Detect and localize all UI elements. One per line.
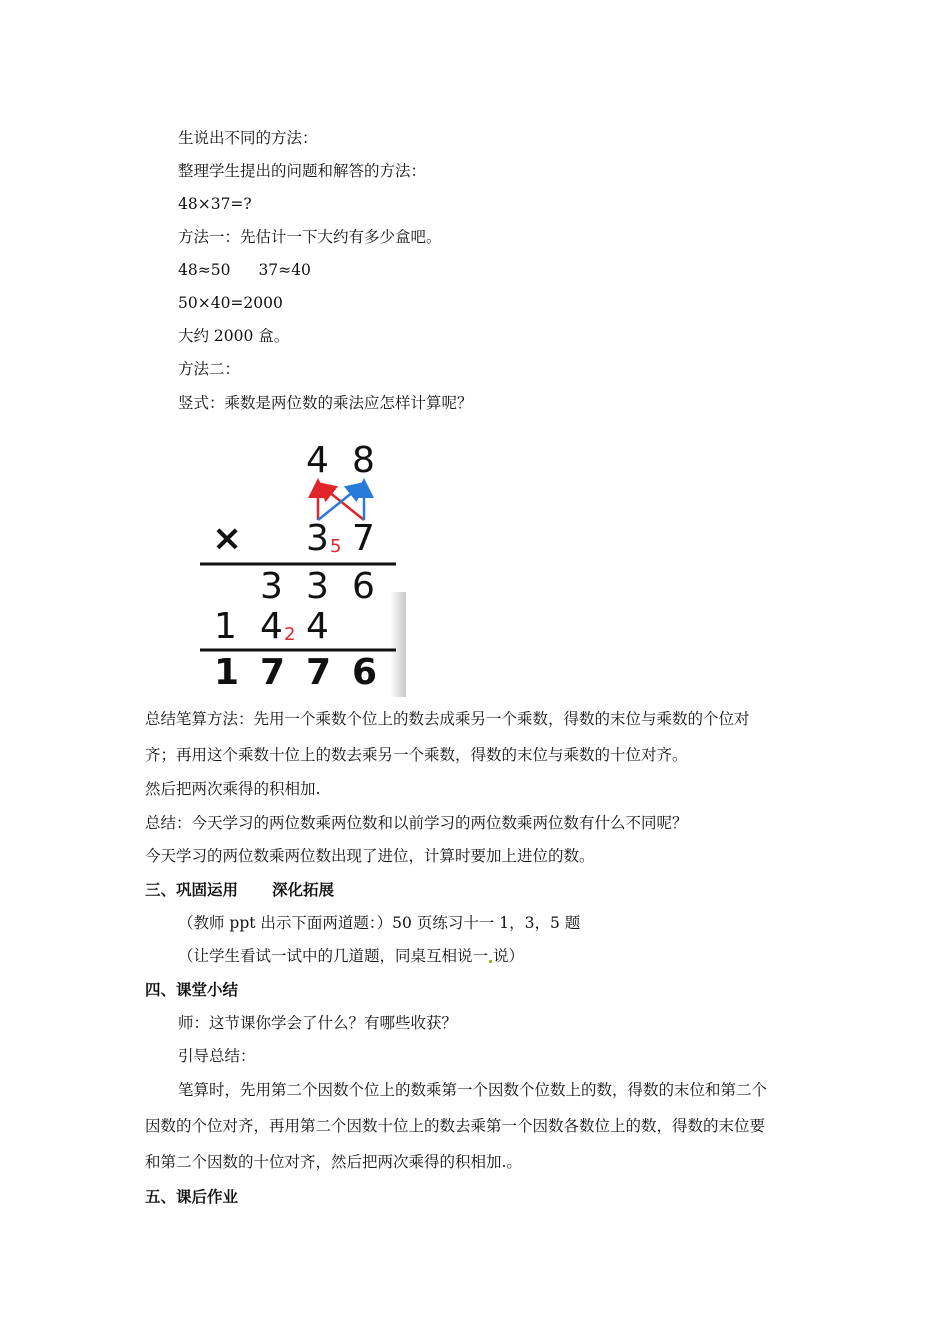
text-span: 说） — [493, 947, 525, 965]
digit-p1-3b: 3 — [306, 566, 329, 607]
text-line: 引导总结： — [178, 1047, 256, 1065]
text-line: 48×37=? — [178, 195, 252, 213]
text-line: 50×40=2000 — [178, 294, 283, 312]
digit-mult-7: 7 — [352, 518, 375, 559]
vertical-multiplication-figure — [190, 432, 406, 697]
section-3-subtitle: 深化拓展 — [272, 881, 335, 899]
digit-p2-4a: 4 — [260, 606, 283, 647]
digit-sum-7b: 7 — [306, 652, 332, 693]
multiplication-svg — [190, 432, 406, 697]
text-line: 大约 2000 盒。 — [178, 327, 290, 345]
carry-digit-5: 5 — [330, 536, 342, 557]
text-line: 方法一：先估计一下大约有多少盒吧。 — [178, 228, 442, 246]
digit-sum-7a: 7 — [260, 652, 286, 693]
carry-digit-2: 2 — [284, 624, 296, 645]
text-line: 生说出不同的方法： — [178, 129, 318, 147]
text-line: 因数的个位对齐，再用第二个因数十位上的数去乘第一个因数各数位上的数，得数的末位要 — [145, 1117, 766, 1135]
times-sign: × — [212, 518, 243, 559]
section-3-heading — [145, 880, 334, 900]
edge-shadow — [390, 592, 406, 697]
digit-mult-3: 3 — [306, 518, 329, 559]
text-line — [178, 946, 524, 966]
text-line — [178, 260, 311, 280]
text-line: 师：这节课你学会了什么？有哪些收获？ — [178, 1014, 458, 1032]
estimate-48: 48≈50 — [178, 261, 231, 279]
digit-top-4: 4 — [306, 440, 329, 481]
text-span: （让学生看试一试中的几道题，同桌互相说一 — [178, 947, 489, 965]
digit-p1-6: 6 — [352, 566, 375, 607]
text-line: 笔算时，先用第二个因数个位上的数乘第一个因数个位数上的数，得数的末位和第二个 — [178, 1081, 768, 1099]
summary-line: 总结：今天学习的两位数乘两位数和以前学习的两位数乘两位数有什么不同呢？ — [145, 814, 688, 832]
digit-sum-6: 6 — [352, 652, 378, 693]
section-4-heading: 四、课堂小结 — [145, 981, 239, 999]
text-line: 方法二： — [178, 360, 241, 378]
summary-line: 然后把两次乘得的积相加. — [145, 780, 321, 798]
summary-line: 总结笔算方法：先用一个乘数个位上的数去成乘另一个乘数，得数的末位与乘数的个位对 — [145, 710, 750, 728]
estimate-37: 37≈40 — [258, 261, 311, 279]
digit-p2-1: 1 — [214, 606, 237, 647]
decorative-dot — [489, 960, 492, 963]
summary-line: 齐；再用这个乘数十位上的数去乘另一个乘数，得数的末位与乘数的十位对齐。 — [145, 746, 688, 764]
section-5-heading: 五、课后作业 — [145, 1188, 239, 1206]
section-3-title: 三、巩固运用 — [145, 881, 239, 899]
digit-top-8: 8 — [352, 440, 375, 481]
digit-p1-3a: 3 — [260, 566, 283, 607]
red-arrow-diagonal — [324, 488, 364, 520]
summary-line: 今天学习的两位数乘两位数出现了进位，计算时要加上进位的数。 — [145, 847, 595, 865]
text-line: 竖式：乘数是两位数的乘法应怎样计算呢？ — [178, 394, 473, 412]
blue-arrow-diagonal — [318, 488, 358, 520]
digit-p2-4b: 4 — [306, 606, 329, 647]
text-line: 和第二个因数的十位对齐，然后把两次乘得的积相加.。 — [145, 1153, 522, 1171]
digit-sum-1: 1 — [214, 652, 240, 693]
text-line: （教师 ppt 出示下面两道题：）50 页练习十一 1，3，5 题 — [178, 914, 581, 932]
text-line: 整理学生提出的问题和解答的方法： — [178, 162, 427, 180]
